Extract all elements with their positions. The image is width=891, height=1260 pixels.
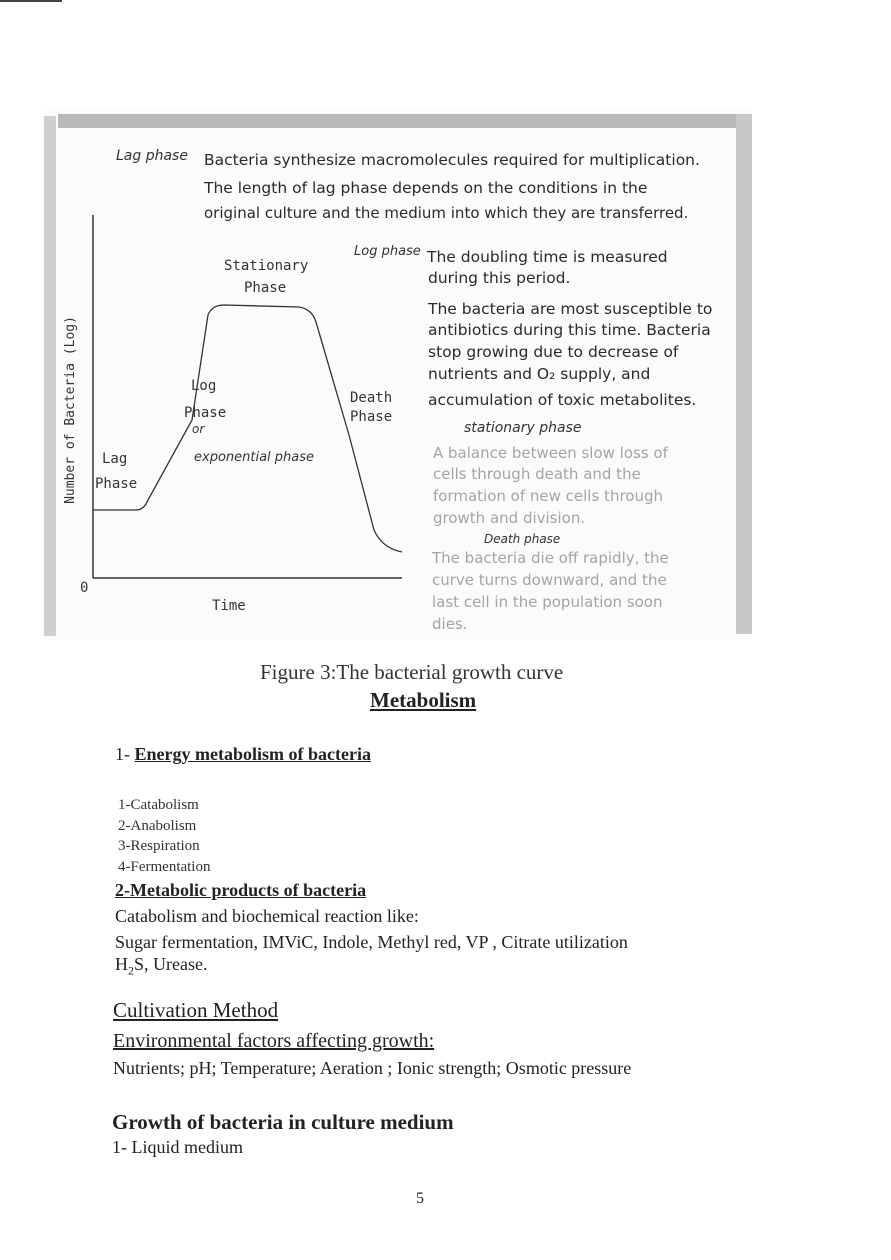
death-text-line-1: The bacteria die off rapidly, the [432, 549, 669, 567]
log-text-line-7: accumulation of toxic metabolites. [428, 391, 697, 409]
handwritten-lag-phase: Lag phase [116, 148, 188, 164]
log-text-line-1: The doubling time is measured [427, 248, 668, 266]
death-text-line-3: last cell in the population soon [432, 593, 663, 611]
graph-label-stationary: Stationary [224, 258, 309, 274]
products-line-1: Catabolism and biochemical reaction like: [115, 906, 419, 926]
environmental-factors-list: Nutrients; pH; Temperature; Aeration ; Ionic strength; Osmotic pressure [113, 1058, 632, 1078]
graph-label-log: Log [191, 378, 217, 394]
energy-title: Energy metabolism of bacteria [134, 744, 371, 764]
log-text-line-6: nutrients and O₂ supply, and [428, 365, 651, 383]
graph-label-death: Death [350, 390, 393, 406]
metabolism-heading: Metabolism [370, 688, 477, 712]
stationary-text-line-1: A balance between slow loss of [433, 444, 668, 462]
log-text-line-2: during this period. [428, 269, 571, 287]
lag-text-line-2: The length of lag phase depends on the conditions in the [204, 179, 648, 197]
energy-list [118, 795, 210, 877]
energy-metabolism-heading [115, 744, 371, 765]
handwritten-death-phase: Death phase [484, 532, 561, 546]
lag-text-line-3: original culture and the medium into which they are transferred. [204, 204, 689, 222]
h2s-subscript: 2 [128, 963, 134, 978]
h2s-rest: S, Urease. [134, 954, 208, 974]
graph-label-lag: Lag [102, 451, 128, 467]
growth-curve-line [93, 305, 402, 552]
list-item: 3-Respiration [118, 838, 200, 854]
death-text-line-2: curve turns downward, and the [432, 571, 667, 589]
graph-label-lag-phase: Phase [95, 476, 138, 492]
log-text-line-3: The bacteria are most susceptible to [428, 300, 713, 318]
figure-caption: Figure 3:The bacterial growth curve [260, 660, 564, 684]
stationary-text-line-2: cells through death and the [433, 465, 641, 483]
growth-culture-heading: Growth of bacteria in culture medium [112, 1110, 454, 1134]
h2s-h: H [115, 954, 128, 974]
page-number: 5 [416, 1190, 424, 1207]
metabolic-products-heading: 2-Metabolic products of bacteria [115, 880, 367, 900]
log-text-line-4: antibiotics during this time. Bacteria [428, 321, 711, 339]
stationary-text-line-3: formation of new cells through [433, 487, 663, 505]
lag-text-line-1: Bacteria synthesize macromolecules required for multiplication. [204, 151, 700, 169]
handwritten-stationary-phase: stationary phase [464, 420, 582, 436]
death-text-line-4: dies. [432, 615, 468, 633]
graph-origin: 0 [80, 580, 89, 596]
log-text-line-5: stop growing due to decrease of [428, 343, 679, 361]
graph-label-death-phase: Phase [350, 409, 393, 425]
handwritten-or: or [192, 422, 205, 436]
energy-prefix: 1- [115, 744, 135, 764]
handwritten-log-phase: Log phase [354, 244, 421, 259]
list-item: 4-Fermentation [118, 858, 211, 875]
list-item: 2-Anabolism [118, 817, 197, 834]
handwritten-exponential-phase: exponential phase [194, 450, 315, 465]
products-line-3 [115, 954, 207, 979]
stationary-text-line-4: growth and division. [433, 509, 586, 527]
liquid-medium-item: 1- Liquid medium [112, 1137, 243, 1157]
products-line-2: Sugar fermentation, IMViC, Indole, Methyl red, VP , Citrate utilization [115, 932, 628, 952]
environmental-factors-heading: Environmental factors affecting growth: [113, 1030, 435, 1052]
growth-curve-figure [44, 110, 752, 640]
list-item: 1-Catabolism [118, 797, 199, 813]
y-axis-label: Number of Bacteria (Log) [63, 316, 78, 504]
graph-x-label: Time [212, 598, 246, 614]
graph-label-stationary-phase: Phase [244, 280, 287, 296]
scan-edge-mark [0, 0, 62, 2]
graph-label-log-phase: Phase [184, 405, 227, 421]
cultivation-method-heading: Cultivation Method [113, 998, 279, 1022]
